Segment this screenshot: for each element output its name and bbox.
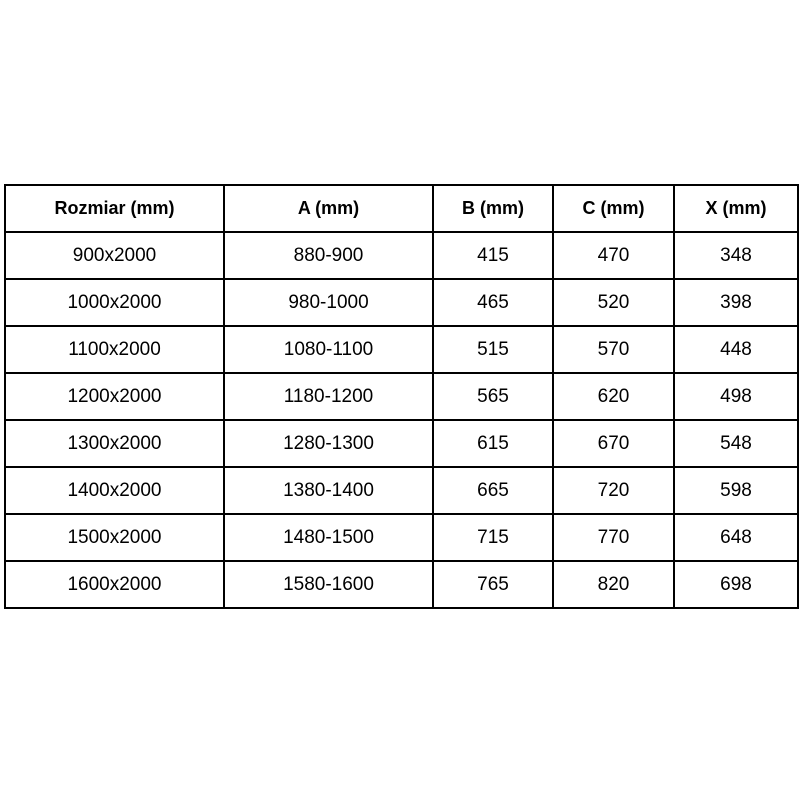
table-cell: 648 <box>674 514 798 561</box>
table-cell: 1080-1100 <box>224 326 433 373</box>
table-cell: 620 <box>553 373 674 420</box>
table-header-row <box>5 185 798 232</box>
table-cell: 398 <box>674 279 798 326</box>
column-header-c: C (mm) <box>553 185 674 232</box>
table-cell: 1480-1500 <box>224 514 433 561</box>
table-row <box>5 326 798 373</box>
table-cell: 880-900 <box>224 232 433 279</box>
table-cell: 470 <box>553 232 674 279</box>
table-cell: 498 <box>674 373 798 420</box>
table-cell: 1200x2000 <box>5 373 224 420</box>
table-cell: 565 <box>433 373 553 420</box>
table-row <box>5 467 798 514</box>
table-cell: 1000x2000 <box>5 279 224 326</box>
table-cell: 1380-1400 <box>224 467 433 514</box>
table-cell: 570 <box>553 326 674 373</box>
table-cell: 698 <box>674 561 798 608</box>
table-cell: 715 <box>433 514 553 561</box>
table-cell: 770 <box>553 514 674 561</box>
table-row <box>5 232 798 279</box>
table-cell: 1500x2000 <box>5 514 224 561</box>
table-cell: 548 <box>674 420 798 467</box>
table-cell: 1100x2000 <box>5 326 224 373</box>
table-body <box>5 232 798 608</box>
table-cell: 1280-1300 <box>224 420 433 467</box>
table-cell: 900x2000 <box>5 232 224 279</box>
table-cell: 615 <box>433 420 553 467</box>
table-cell: 1180-1200 <box>224 373 433 420</box>
table-cell: 448 <box>674 326 798 373</box>
table-cell: 1580-1600 <box>224 561 433 608</box>
table-cell: 980-1000 <box>224 279 433 326</box>
table-cell: 515 <box>433 326 553 373</box>
table-cell: 670 <box>553 420 674 467</box>
table-cell: 1300x2000 <box>5 420 224 467</box>
table-row <box>5 420 798 467</box>
table-cell: 720 <box>553 467 674 514</box>
size-chart-table-container <box>4 184 797 609</box>
table-cell: 348 <box>674 232 798 279</box>
size-chart-table <box>4 184 799 609</box>
table-cell: 520 <box>553 279 674 326</box>
table-row <box>5 279 798 326</box>
table-cell: 415 <box>433 232 553 279</box>
table-cell: 1400x2000 <box>5 467 224 514</box>
table-row <box>5 514 798 561</box>
table-cell: 765 <box>433 561 553 608</box>
column-header-x: X (mm) <box>674 185 798 232</box>
table-cell: 465 <box>433 279 553 326</box>
table-row <box>5 561 798 608</box>
table-cell: 598 <box>674 467 798 514</box>
table-header <box>5 185 798 232</box>
table-row <box>5 373 798 420</box>
column-header-b: B (mm) <box>433 185 553 232</box>
table-cell: 820 <box>553 561 674 608</box>
column-header-a: A (mm) <box>224 185 433 232</box>
column-header-rozmiar: Rozmiar (mm) <box>5 185 224 232</box>
table-cell: 1600x2000 <box>5 561 224 608</box>
table-cell: 665 <box>433 467 553 514</box>
